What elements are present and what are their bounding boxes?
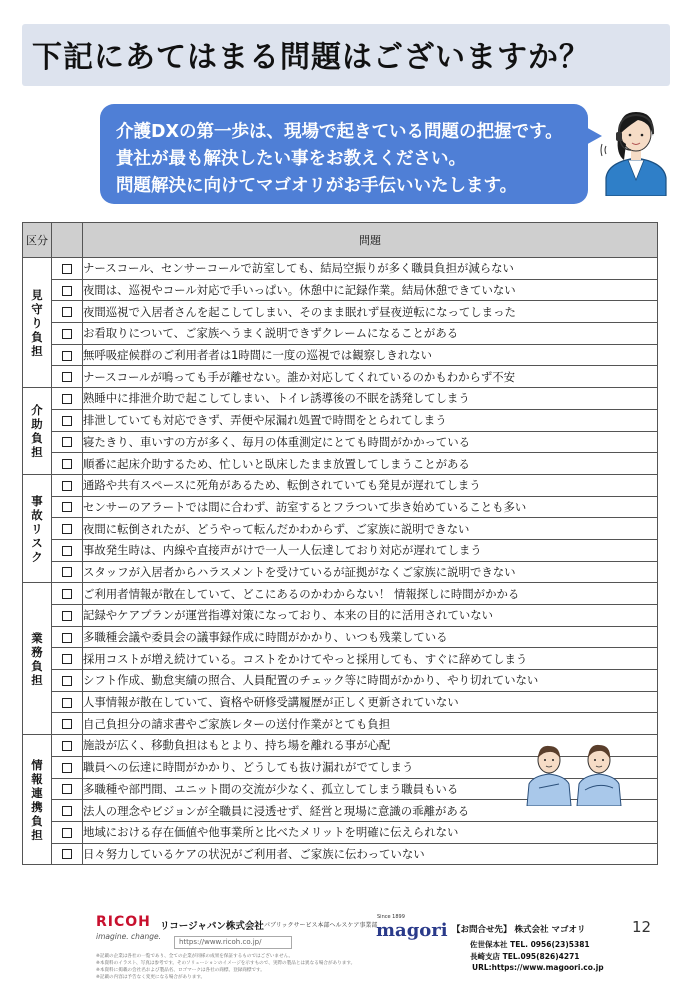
checkbox-cell bbox=[52, 670, 83, 692]
table-row bbox=[23, 431, 658, 453]
checkbox-icon[interactable] bbox=[62, 351, 72, 361]
checkbox-icon[interactable] bbox=[62, 784, 72, 794]
checkbox-cell bbox=[52, 279, 83, 301]
ricoh-company: リコージャパン株式会社 bbox=[160, 921, 264, 932]
table-row bbox=[23, 279, 658, 301]
intro-line-3: 問題解決に向けてマゴオリがお手伝いいたします。 bbox=[116, 176, 518, 196]
checkbox-icon[interactable] bbox=[62, 633, 72, 643]
table-row bbox=[23, 670, 658, 692]
table-row bbox=[23, 583, 658, 605]
problem-text: 日々努力しているケアの状況がご利用者、ご家族に伝わっていない bbox=[83, 843, 658, 865]
page-number: 12 bbox=[632, 918, 652, 936]
staff-illustration-icon bbox=[525, 740, 623, 806]
checkbox-icon[interactable] bbox=[62, 394, 72, 404]
checkbox-icon[interactable] bbox=[62, 459, 72, 469]
checkbox-icon[interactable] bbox=[62, 502, 72, 512]
problem-text: 排泄していても対応できず、弄便や尿漏れ処置で時間をとられてしまう bbox=[83, 409, 658, 431]
checkbox-cell bbox=[52, 409, 83, 431]
checkbox-icon[interactable] bbox=[62, 416, 72, 426]
table-row bbox=[23, 496, 658, 518]
table-row bbox=[23, 518, 658, 540]
footnote-2: ※本資料のイラスト、写真は参考です。そのソリューションのイメージを示すもので、実際の製品とは異なる場合があります。 bbox=[96, 961, 356, 966]
checkbox-cell bbox=[52, 605, 83, 627]
magori-company: 株式会社 マゴオリ bbox=[514, 925, 586, 935]
table-row bbox=[23, 344, 658, 366]
header-problem: 問題 bbox=[83, 223, 658, 258]
checkbox-cell bbox=[52, 821, 83, 843]
checkbox-cell bbox=[52, 648, 83, 670]
category-cell bbox=[23, 583, 52, 735]
problem-text: 人事情報が散在していて、資格や研修受講履歴が正しく更新されていない bbox=[83, 691, 658, 713]
magori-logo: magori bbox=[376, 920, 448, 941]
problem-text: 熟睡中に排泄介助で起こしてしまい、トイレ誘導後の不眠を誘発してしまう bbox=[83, 388, 658, 410]
problem-text: ナースコール、センサーコールで訪室しても、結局空振りが多く職員負担が減らない bbox=[83, 258, 658, 280]
checkbox-cell bbox=[52, 561, 83, 583]
problem-text: 順番に起床介助するため、忙しいと臥床したまま放置してしまうことがある bbox=[83, 453, 658, 475]
category-cell bbox=[23, 258, 52, 388]
checkbox-cell bbox=[52, 843, 83, 865]
category-cell bbox=[23, 388, 52, 475]
checkbox-icon[interactable] bbox=[62, 676, 72, 686]
contact-label: 【お問合せ先】 bbox=[452, 925, 512, 935]
checkbox-cell bbox=[52, 800, 83, 822]
table-row bbox=[23, 843, 658, 865]
problem-text: 寝たきり、車いすの方が多く、毎月の体重測定にとても時間がかかっている bbox=[83, 431, 658, 453]
intro-line-2: 貴社が最も解決したい事をお教えください。 bbox=[116, 149, 466, 169]
checkbox-icon[interactable] bbox=[62, 437, 72, 447]
category-label: 事故リスク bbox=[31, 493, 43, 564]
header-category: 区分 bbox=[23, 223, 52, 258]
checkbox-icon[interactable] bbox=[62, 546, 72, 556]
checkbox-icon[interactable] bbox=[62, 481, 72, 491]
problem-text: シフト作成、勤怠実績の照合、人員配置のチェック等に時間がかかり、やり切れていない bbox=[83, 670, 658, 692]
checkbox-icon[interactable] bbox=[62, 719, 72, 729]
checkbox-icon[interactable] bbox=[62, 741, 72, 751]
checkbox-cell bbox=[52, 344, 83, 366]
checkbox-cell bbox=[52, 258, 83, 280]
problem-text: 無呼吸症候群のご利用者者は1時間に一度の巡視では観察しきれない bbox=[83, 344, 658, 366]
ricoh-url-link[interactable]: https://www.ricoh.co.jp/ bbox=[174, 936, 292, 949]
checkbox-icon[interactable] bbox=[62, 589, 72, 599]
checkbox-cell bbox=[52, 431, 83, 453]
checkbox-cell bbox=[52, 301, 83, 323]
checkbox-icon[interactable] bbox=[62, 372, 72, 382]
checkbox-cell bbox=[52, 691, 83, 713]
problem-text: ご利用者情報が散在していて、どこにあるのかわからない！ 情報探しに時間がかかる bbox=[83, 583, 658, 605]
problem-text: 事故発生時は、内線や直接声がけで一人一人伝達しており対応が遅れてしまう bbox=[83, 539, 658, 561]
header-check bbox=[52, 223, 83, 258]
checkbox-cell bbox=[52, 388, 83, 410]
category-cell bbox=[23, 474, 52, 582]
problem-text: 自己負担分の請求書やご家族レターの送付作業がとても負担 bbox=[83, 713, 658, 735]
problem-text: 通路や共有スペースに死角があるため、転倒されていても発見が遅れてしまう bbox=[83, 474, 658, 496]
problem-text: 記録やケアプランが運営指導対策になっており、本来の目的に活用されていない bbox=[83, 605, 658, 627]
problem-text: ナースコールが鳴っても手が離せない。誰か対応してくれているのかもわからず不安 bbox=[83, 366, 658, 388]
checkbox-icon[interactable] bbox=[62, 806, 72, 816]
checkbox-icon[interactable] bbox=[62, 611, 72, 621]
checkbox-cell bbox=[52, 713, 83, 735]
table-row bbox=[23, 366, 658, 388]
ricoh-logo: RICOH bbox=[96, 914, 151, 930]
table-row bbox=[23, 648, 658, 670]
operator-illustration-icon bbox=[598, 100, 674, 196]
table-row bbox=[23, 561, 658, 583]
problem-text: 施設が広く、移動負担はもとより、持ち場を離れる事が心配 bbox=[83, 735, 658, 757]
category-cell bbox=[23, 735, 52, 865]
checkbox-icon[interactable] bbox=[62, 524, 72, 534]
intro-line-1: 介護DXの第一歩は、現場で起きている問題の把握です。 bbox=[116, 122, 563, 142]
checkbox-cell bbox=[52, 453, 83, 475]
checkbox-cell bbox=[52, 518, 83, 540]
table-row bbox=[23, 258, 658, 280]
checkbox-icon[interactable] bbox=[62, 567, 72, 577]
checkbox-icon[interactable] bbox=[62, 654, 72, 664]
category-label: 介助負担 bbox=[31, 403, 43, 459]
checkbox-icon[interactable] bbox=[62, 828, 72, 838]
magori-branch-phone: 長崎支店 TEL.095(826)4271 bbox=[470, 952, 580, 961]
table-row bbox=[23, 301, 658, 323]
magori-url[interactable]: URL:https://www.magoori.co.jp bbox=[472, 963, 604, 972]
problem-text: 職員への伝達に時間がかかり、どうしても抜け漏れがでてしまう bbox=[83, 756, 658, 778]
magori-contact bbox=[452, 923, 585, 935]
checkbox-icon[interactable] bbox=[62, 329, 72, 339]
checkbox-cell bbox=[52, 366, 83, 388]
checkbox-icon[interactable] bbox=[62, 698, 72, 708]
checkbox-cell bbox=[52, 778, 83, 800]
magori-since: Since 1899 bbox=[377, 914, 405, 920]
problem-text: 地域における存在価値や他事業所と比べたメリットを明確に伝えられない bbox=[83, 821, 658, 843]
table-row bbox=[23, 409, 658, 431]
table-row bbox=[23, 605, 658, 627]
problem-text: 夜間巡視で入居者さんを起こしてしまい、そのまま眠れず昼夜逆転になってしまった bbox=[83, 301, 658, 323]
table-row bbox=[23, 821, 658, 843]
table-row bbox=[23, 474, 658, 496]
problem-text: 夜間に転倒されたが、どうやって転んだかわからず、ご家族に説明できない bbox=[83, 518, 658, 540]
magori-hq-phone: 佐世保本社 TEL. 0956(23)5381 bbox=[470, 940, 590, 949]
problem-text: 多職種会議や委員会の議事録作成に時間がかかり、いつも残業している bbox=[83, 626, 658, 648]
checkbox-icon[interactable] bbox=[62, 286, 72, 296]
checkbox-icon[interactable] bbox=[62, 264, 72, 274]
checkbox-cell bbox=[52, 626, 83, 648]
page-title: 下記にあてはまる問題はございますか？ bbox=[32, 40, 590, 75]
ricoh-tagline: imagine. change. bbox=[96, 932, 161, 941]
checkbox-icon[interactable] bbox=[62, 763, 72, 773]
checkbox-cell bbox=[52, 474, 83, 496]
checkbox-cell bbox=[52, 539, 83, 561]
checkbox-cell bbox=[52, 583, 83, 605]
problem-text: 多職種や部門間、ユニット間の交流が少なく、孤立してしまう職員もいる bbox=[83, 778, 658, 800]
problem-text: スタッフが入居者からハラスメントを受けているが証拠がなくご家族に説明できない bbox=[83, 561, 658, 583]
checkbox-icon[interactable] bbox=[62, 849, 72, 859]
table-row bbox=[23, 626, 658, 648]
category-label: 業務負担 bbox=[31, 630, 43, 687]
table-row bbox=[23, 713, 658, 735]
table-row bbox=[23, 539, 658, 561]
checkbox-icon[interactable] bbox=[62, 307, 72, 317]
problem-text: 法人の理念やビジョンが全職員に浸透せず、経営と現場に意識の乖離がある bbox=[83, 800, 658, 822]
problem-text: センサーのアラートでは間に合わず、訪室するとフラついて歩き始めていることも多い bbox=[83, 496, 658, 518]
problem-text: 夜間は、巡視やコール対応で手いっぱい。休憩中に記録作業。結局休憩できていない bbox=[83, 279, 658, 301]
category-label: 情報連携負担 bbox=[31, 757, 43, 842]
problem-text: 採用コストが増え続けている。コストをかけてやっと採用しても、すぐに辞めてしまう bbox=[83, 648, 658, 670]
ricoh-department: パブリックサービス本部ヘルスケア事業部 bbox=[264, 922, 378, 929]
checkbox-cell bbox=[52, 735, 83, 757]
table-row bbox=[23, 388, 658, 410]
category-label: 見守り負担 bbox=[31, 287, 43, 358]
checkbox-cell bbox=[52, 496, 83, 518]
checkbox-cell bbox=[52, 756, 83, 778]
table-row bbox=[23, 323, 658, 345]
table-row bbox=[23, 453, 658, 475]
checkbox-cell bbox=[52, 323, 83, 345]
table-row bbox=[23, 691, 658, 713]
footnote-3: ※本資料に掲載の会社名および製品名、ロゴマークは各社の商標、登録商標です。 bbox=[96, 968, 265, 973]
problem-text: お看取りについて、ご家族へうまく説明できずクレームになることがある bbox=[83, 323, 658, 345]
footnote-1: ※記載の企業は各社の一覧であり、全ての企業が同様の成果を保証するものではございません。 bbox=[96, 954, 294, 959]
footnote-4: ※記載の内容は予告なく変更になる場合があります。 bbox=[96, 975, 206, 980]
